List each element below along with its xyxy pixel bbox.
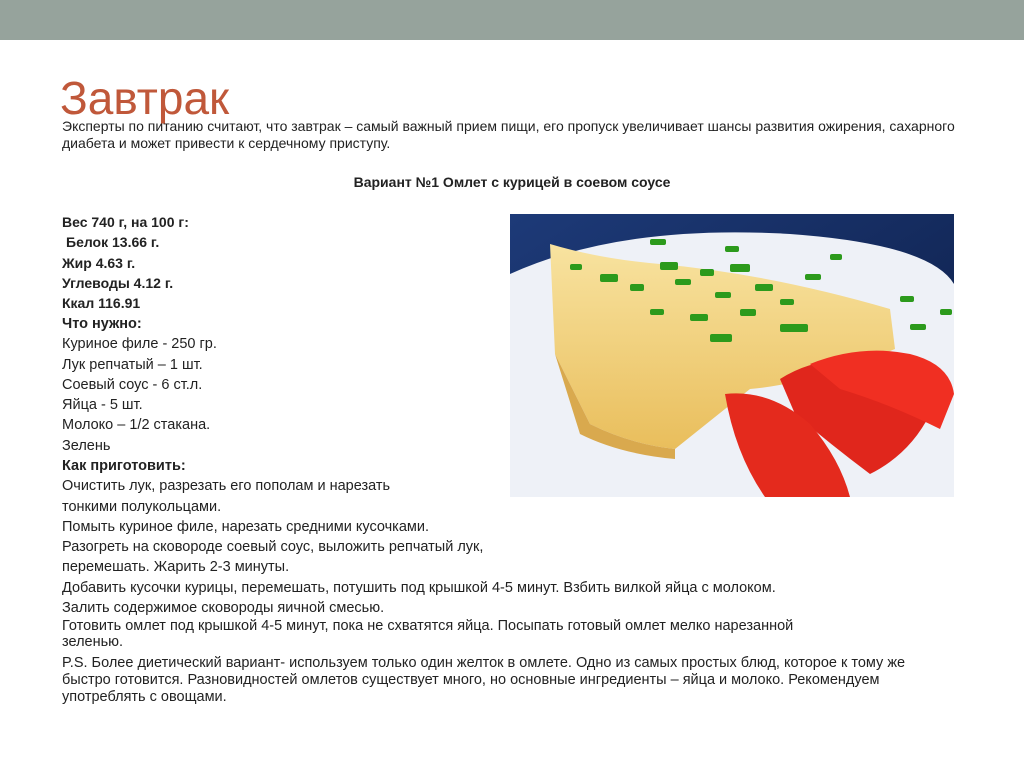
method-step: зеленью. [62,634,124,651]
method-step: Разогреть на сковороде соевый соус, выложить репчатый лук, [62,539,484,556]
ingredient-item: Куриное филе - 250 гр. [62,336,217,353]
ingredient-item: Соевый соус - 6 ст.л. [62,376,203,393]
method-step: Залить содержимое сковороды яичной смесью. [62,600,385,617]
protein-line: Белок 13.66 г. [66,234,160,251]
ps-note: P.S. Более диетический вариант- используем только один желток в омлете. Одно из самых простых блюд, которое к тому же быстро готовится. Разновидностей омлетов существует много, но основные ингредиенты – яйца и молоко. Рекомендуем употреблять с овощами. [62,655,906,705]
weight-line: Вес 740 г, на 100 г: [62,214,189,230]
variant-title: Вариант №1 Омлет с курицей в соевом соусе [353,174,671,190]
fat-line: Жир 4.63 г. [62,254,136,271]
ingredient-item: Зелень [62,437,111,454]
ingredient-item: Яйца - 5 шт. [62,397,143,414]
method-step: Помыть куриное филе, нарезать средними кусочками. [62,518,429,535]
ingredients-block [62,314,217,456]
method-step: Добавить кусочки курицы, перемешать, потушить под крышкой 4-5 минут. Взбить вилкой яйца с молоком. [62,579,776,596]
kcal-line: Ккал 116.91 [62,295,141,312]
carbs-line: Углеводы 4.12 г. [62,274,174,291]
page-title: Завтрак [60,72,230,124]
ingredient-item: Молоко – 1/2 стакана. [62,417,211,434]
top-bar [0,0,1024,40]
method-step: Готовить омлет под крышкой 4-5 минут, пока не схватятся яйца. Посыпать готовый омлет мелко нарезанной [62,618,794,635]
nutrition-block [62,212,189,313]
omelet-photo [510,214,954,497]
ingredients-heading: Что нужно: [62,316,142,332]
method-step: перемешать. Жарить 2-3 минуты. [62,559,290,576]
method-step: тонкими полукольцами. [62,498,222,515]
intro-text: Эксперты по питанию считают, что завтрак – самый важный прием пищи, его пропуск увеличивает шансы развития ожирения, сахарного диабета и может привести к сердечному приступу. [62,118,955,151]
method-heading: Как приготовить: [62,458,186,474]
ingredient-item: Лук репчатый – 1 шт. [62,356,203,373]
method-step: Очистить лук, разрезать его пополам и нарезать [62,478,391,495]
